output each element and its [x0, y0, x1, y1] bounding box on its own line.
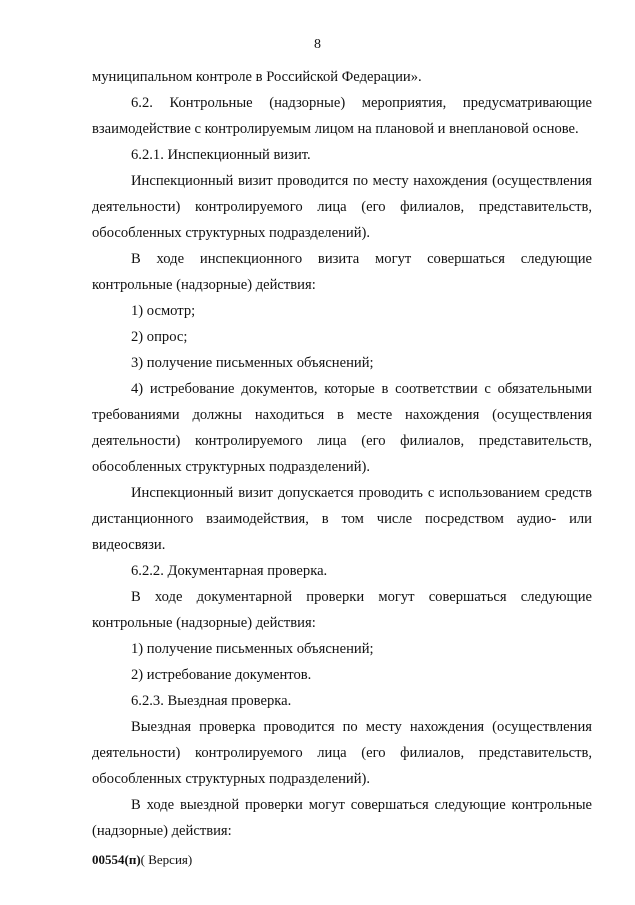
text-line: 1) получение письменных объяснений; — [131, 641, 374, 657]
page-number: 8 — [314, 37, 321, 52]
text-line: муниципальном контроле в Российской Федерации». — [92, 69, 422, 85]
text-line: деятельности) контролируемого лица (его филиалов, представительств, — [92, 433, 592, 449]
footer-version: ( Версия) — [140, 852, 193, 867]
text-line: видеосвязи. — [92, 537, 166, 553]
text-line: В ходе документарной проверки могут совершаться следующие — [131, 589, 592, 605]
text-line: деятельности) контролируемого лица (его филиалов, представительств, — [92, 745, 592, 761]
text-line: контрольные (надзорные) действия: — [92, 615, 316, 631]
text-line: обособленных структурных подразделений). — [92, 771, 371, 787]
text-line: 1) осмотр; — [131, 303, 196, 319]
text-line: обособленных структурных подразделений). — [92, 225, 371, 241]
text-line: 6.2.3. Выездная проверка. — [131, 693, 292, 709]
document-footer — [92, 852, 192, 868]
text-line: 6.2.1. Инспекционный визит. — [131, 147, 311, 163]
text-line: деятельности) контролируемого лица (его филиалов, представительств, — [92, 199, 592, 215]
text-line: Инспекционный визит проводится по месту нахождения (осуществления — [131, 173, 592, 189]
text-line: взаимодействие с контролируемым лицом на плановой и внеплановой основе. — [92, 121, 579, 137]
text-line: 4) истребование документов, которые в соответствии с обязательными — [131, 381, 592, 397]
text-line: Выездная проверка проводится по месту нахождения (осуществления — [131, 719, 592, 735]
text-line: (надзорные) действия: — [92, 823, 232, 839]
text-line: В ходе инспекционного визита могут совершаться следующие — [131, 251, 592, 267]
text-line: 6.2.2. Документарная проверка. — [131, 563, 328, 579]
text-line: 3) получение письменных объяснений; — [131, 355, 374, 371]
footer-code: 00554(п) — [92, 852, 141, 867]
text-line: дистанционного взаимодействия, в том числе посредством аудио- или — [92, 511, 592, 527]
text-line: 6.2. Контрольные (надзорные) мероприятия, предусматривающие — [131, 95, 592, 111]
text-line: Инспекционный визит допускается проводить с использованием средств — [131, 485, 592, 501]
text-line: В ходе выездной проверки могут совершаться следующие контрольные — [131, 797, 592, 813]
text-line: 2) истребование документов. — [131, 667, 312, 683]
text-line: требованиями должны находиться в месте нахождения (осуществления — [92, 407, 592, 423]
text-line: обособленных структурных подразделений). — [92, 459, 371, 475]
text-line: 2) опрос; — [131, 329, 188, 345]
text-line: контрольные (надзорные) действия: — [92, 277, 316, 293]
